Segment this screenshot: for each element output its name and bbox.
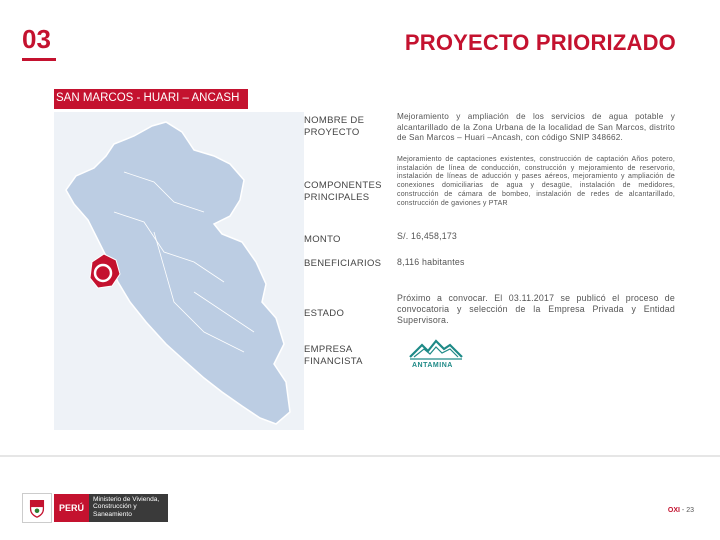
label-monto: MONTO — [304, 234, 341, 245]
peru-badge: PERÚ — [54, 494, 89, 522]
page-number-value: - 23 — [679, 507, 694, 514]
slide-number: 03 — [22, 24, 51, 54]
value-monto: S/. 16,458,173 — [397, 231, 458, 241]
label-estado: ESTADO — [304, 308, 345, 319]
peru-map-icon — [54, 112, 304, 430]
value-nombre-proyecto: Mejoramiento y ampliación de los servicios de agua potable y alcantarillado de la Zona Urbana de la localidad de San Marcos, distrito de San Marcos – Huari –Ancash, con código SNIP 348662. — [397, 112, 675, 142]
antamina-logo-text: ANTAMINA — [412, 362, 453, 369]
location-marker-icon — [95, 265, 111, 281]
label-componentes: COMPONENTES PRINCIPALES — [304, 180, 382, 203]
antamina-mountain-logo — [406, 335, 466, 375]
page-number — [668, 507, 694, 514]
ministry-name: Ministerio de Vivienda, Construcción y Saneamiento — [89, 494, 168, 522]
label-empresa-financista: EMPRESA FINANCISTA — [304, 344, 363, 367]
value-estado: Próximo a convocar. El 03.11.2017 se publicó el proceso de convocatoria y selección de la Empresa Privada y Entidad Supervisora. — [397, 293, 675, 325]
ministry-logo — [22, 493, 168, 523]
footer-divider — [0, 455, 720, 457]
label-beneficiarios: BENEFICIARIOS — [304, 258, 382, 269]
peru-coat-of-arms-icon — [22, 493, 52, 523]
location-label: SAN MARCOS - HUARI – ANCASH — [56, 92, 240, 104]
oxi-label: OXI — [667, 507, 680, 514]
slide-number-underline — [22, 58, 56, 61]
value-componentes: Mejoramiento de captaciones existentes, construcción de captación Años potero, instalación de línea de conducción, construcción y mejoramiento de reservorio, instalación de líneas de aducción y pases aéreos, mejoramiento y ampliación de conexiones domiciliarias de agua y desagüe, instalación de medidores, construcción de cámara de bombeo, instalación de redes de alcantarillado, construcción de gaviones y PTAR — [397, 156, 675, 207]
page-title: PROYECTO PRIORIZADO — [404, 30, 676, 55]
label-nombre-proyecto: NOMBRE DE PROYECTO — [304, 115, 365, 138]
value-beneficiarios: 8,116 habitantes — [397, 257, 465, 267]
